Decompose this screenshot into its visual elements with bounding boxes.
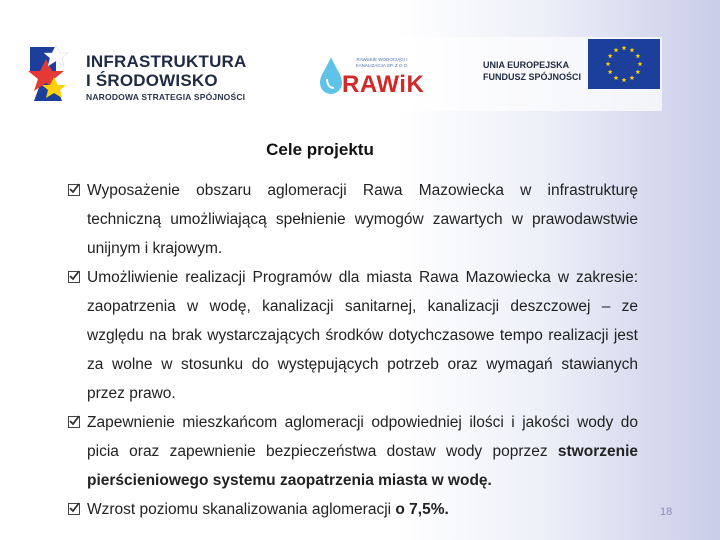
list-item-text: [87, 495, 638, 524]
list-item-text: [87, 408, 638, 495]
list-item-text-bold: stworzenie pierścieniowego systemu zaopatrzenia miasta w wodę.: [87, 443, 638, 489]
rawik-small-text: RAWSKIE WODOCIĄGI I KANALIZACJA SP. Z O.O.: [355, 57, 409, 68]
rawik-logo: [318, 51, 428, 101]
ue-text: [483, 59, 581, 83]
list-item: [68, 263, 638, 408]
water-drop-icon: [318, 55, 344, 95]
logo-left-line3: NARODOWA STRATEGIA SPÓJNOŚCI: [86, 92, 246, 102]
page-number: 18: [660, 506, 673, 518]
header-banner: [20, 37, 662, 111]
logo-left-line1: INFRASTRUKTURA: [86, 52, 247, 71]
logo-right-line2: FUNDUSZ SPÓJNOŚCI: [483, 72, 582, 82]
checkbox-checked-icon: [68, 271, 80, 283]
infrastruktura-text: [86, 52, 247, 102]
eu-flag-icon: [588, 39, 660, 89]
list-item: [68, 176, 638, 263]
list-item-text-plain: Wzrost poziomu skanalizowania aglomeracji: [87, 501, 396, 518]
checkbox-checked-icon: [68, 503, 80, 515]
goals-list: [68, 176, 638, 524]
checkbox-checked-icon: [68, 416, 80, 428]
page-title: Cele projektu: [266, 140, 374, 159]
rawik-name: RAWiK: [342, 71, 425, 98]
list-item-text: Umożliwienie realizacji Programów dla miasta Rawa Mazowiecka w zakresie: zaopatrzenia w wodę, kanalizacji sanitarnej, kanalizacji deszczowej – ze względu na brak wystarczających środków dotychczasowe tempo realizacji jest za wolne w stosunku do występujących potrzeb oraz wymagań stawianych przez prawo.: [87, 269, 638, 402]
list-item-text-plain: Zapewnienie mieszkańcom aglomeracji odpowiedniej ilości i jakości wody do picia oraz zapewnienie bezpieczeństwa dostaw wody poprzez: [87, 414, 638, 460]
logo-right-line1: UNIA EUROPEJSKA: [483, 60, 570, 70]
list-item-text-bold: o 7,5%.: [395, 501, 449, 518]
checkbox-checked-icon: [68, 184, 80, 196]
list-item: [68, 408, 638, 495]
list-item: [68, 495, 638, 524]
list-item-text: Wyposażenie obszaru aglomeracji Rawa Mazowiecka w infrastrukturę techniczną umożliwiającą spełnienie wymogów zawartych w prawodawstwie unijnym i krajowym.: [87, 182, 638, 257]
logo-left-line2: I ŚRODOWISKO: [86, 71, 218, 90]
